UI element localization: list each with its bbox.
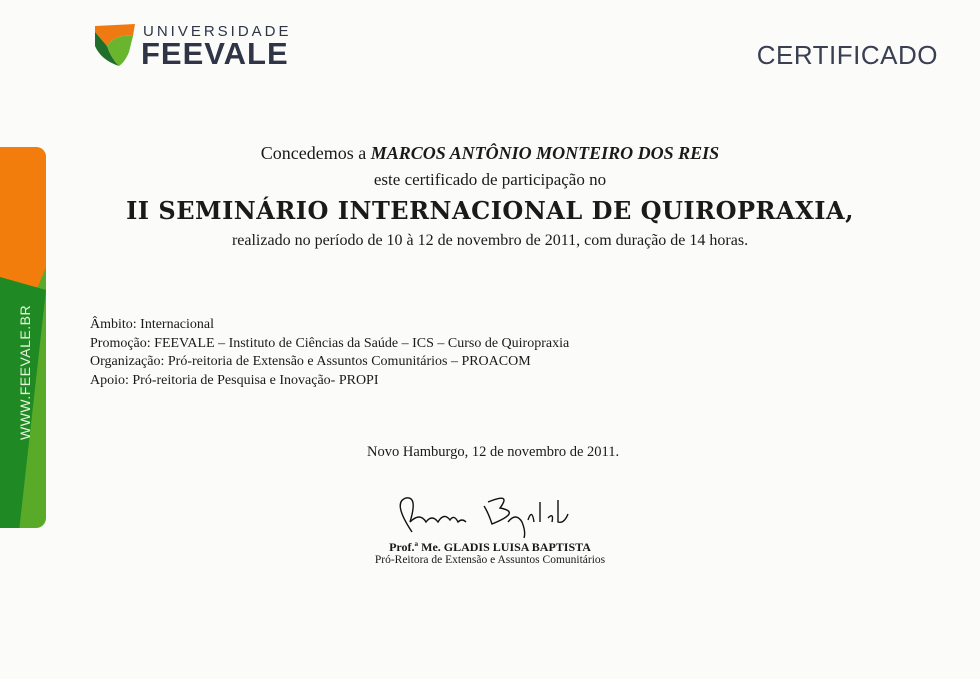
- logo-main-text: FEEVALE: [141, 36, 289, 71]
- certificate-line: este certificado de participação no: [373, 170, 607, 189]
- signer-role: Pró-Reitora de Extensão e Assuntos Comunitários: [374, 554, 606, 566]
- detail-promotion: Promoção: FEEVALE – Instituto de Ciências da Saúde – ICS – Curso de Quiropraxia: [90, 335, 570, 351]
- recipient-name: MARCOS ANTÔNIO MONTEIRO DOS REIS: [370, 143, 720, 163]
- feevale-shield-icon: [93, 22, 137, 68]
- event-period: realizado no período de 10 à 12 de novembro de 2011, com duração de 14 horas.: [231, 232, 749, 249]
- place-date: Novo Hamburgo, 12 de novembro de 2011.: [367, 444, 620, 460]
- logo-top-text: UNIVERSIDADE: [143, 23, 292, 40]
- detail-support: Apoio: Pró-reitoria de Pesquisa e Inovação- PROPI: [90, 372, 379, 388]
- certificate-title: CERTIFICADO: [756, 40, 938, 70]
- grant-line: [0, 143, 980, 164]
- detail-organization: Organização: Pró-reitoria de Extensão e Assuntos Comunitários – PROACOM: [90, 354, 531, 369]
- website-url: WWW.FEEVALE.BR: [17, 304, 33, 440]
- details-block: [90, 316, 569, 390]
- signer-name: Prof.ª Me. GLADIS LUISA BAPTISTA: [389, 540, 591, 554]
- grant-prefix: Concedemos a: [260, 143, 367, 163]
- feevale-logo: [93, 20, 292, 71]
- detail-scope: Âmbito: Internacional: [90, 317, 215, 332]
- event-name: II SEMINÁRIO INTERNACIONAL DE QUIROPRAXIA,: [126, 196, 854, 225]
- handwritten-signature: [392, 492, 582, 542]
